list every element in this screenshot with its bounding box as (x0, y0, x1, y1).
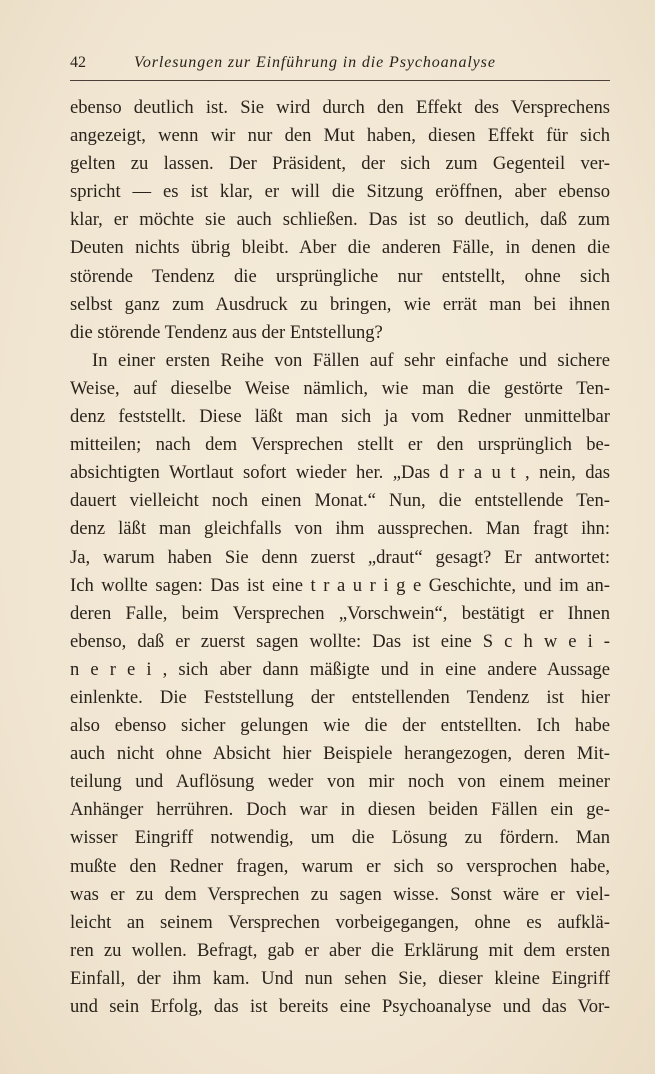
text-line: n e r e i , sich aber dann mäßigte und in eine andere Aussage (70, 658, 610, 680)
text-line: angezeigt, wenn wir nur den Mut haben, diesen Effekt für sich (70, 125, 610, 147)
text-line: einlenkte. Die Feststellung der entstellenden Tendenz ist hier (70, 686, 610, 708)
text-line: was er zu dem Versprechen zu sagen wisse. Sonst wäre er viel- (70, 883, 610, 905)
text-line: absichtigten Wortlaut sofort wieder her. „Das d r a u t , nein, das (70, 462, 610, 484)
text-line: mußte den Redner fragen, warum er sich so versprochen habe, (70, 855, 610, 877)
text-line: klar, er möchte sie auch schließen. Das ist so deutlich, daß zum (70, 209, 610, 231)
text-line: Ja, warum haben Sie denn zuerst „draut“ gesagt? Er antwortet: (70, 546, 610, 568)
text-line: dauert vielleicht noch einen Monat.“ Nun, die entstellende Ten- (70, 490, 610, 512)
text-line: deren Falle, beim Versprechen „Vorschwein“, bestätigt er Ihnen (70, 602, 610, 624)
text-line: Einfall, der ihm kam. Und nun sehen Sie, dieser kleine Eingriff (70, 967, 610, 989)
text-line: mitteilen; nach dem Versprechen stellt er den ursprünglich be- (70, 434, 610, 456)
text-line: selbst ganz zum Ausdruck zu bringen, wie errät man bei ihnen (70, 293, 610, 315)
text-line: ren zu wollen. Befragt, gab er aber die Erklärung mit dem ersten (70, 939, 610, 961)
header-rule (70, 80, 610, 81)
text-line: ebenso, daß er zuerst sagen wollte: Das ist eine S c h w e i - (70, 630, 610, 652)
text-line: spricht — es ist klar, er will die Sitzung eröffnen, aber ebenso (70, 181, 610, 203)
text-line: auch nicht ohne Absicht hier Beispiele herangezogen, deren Mit- (70, 743, 610, 765)
text-line: störende Tendenz die ursprüngliche nur entstellt, ohne sich (70, 265, 610, 287)
text-line: die störende Tendenz aus der Entstellung? (70, 321, 383, 343)
text-line: wisser Eingriff notwendig, um die Lösung zu fördern. Man (70, 827, 610, 849)
text-line: leicht an seinem Versprechen vorbeigegangen, ohne es aufklä- (70, 911, 610, 933)
text-line: und sein Erfolg, das ist bereits eine Psychoanalyse und das Vor- (70, 996, 610, 1017)
text-line: Weise, auf dieselbe Weise nämlich, wie man die gestörte Ten- (70, 377, 610, 399)
text-line: also ebenso sicher gelungen wie die der entstellten. Ich habe (70, 715, 610, 737)
text-line: denz feststellt. Diese läßt man sich ja vom Redner unmittelbar (70, 406, 610, 428)
text-line: denz läßt man gleichfalls von ihm aussprechen. Man fragt ihn: (70, 518, 610, 540)
text-line: Anhänger herrühren. Doch war in diesen beiden Fällen ein ge- (70, 799, 610, 821)
text-line: gelten zu lassen. Der Präsident, der sich zum Gegenteil ver- (70, 153, 610, 175)
text-line: teilung und Auflösung weder von mir noch von einem meiner (70, 771, 610, 793)
text-line: Deuten nichts übrig bleibt. Aber die anderen Fälle, in denen die (70, 237, 610, 259)
text-line: In einer ersten Reihe von Fällen auf sehr einfache und sichere (92, 349, 610, 371)
page-number: 42 (70, 54, 86, 71)
text-line: Ich wollte sagen: Das ist eine t r a u r i g e Geschichte, und im an- (70, 574, 610, 596)
body-text (70, 94, 610, 1021)
page-header (70, 50, 610, 78)
text-line: ebenso deutlich ist. Sie wird durch den Effekt des Versprechens (70, 97, 610, 118)
running-title: Vorlesungen zur Einführung in die Psychoanalyse (134, 54, 496, 71)
